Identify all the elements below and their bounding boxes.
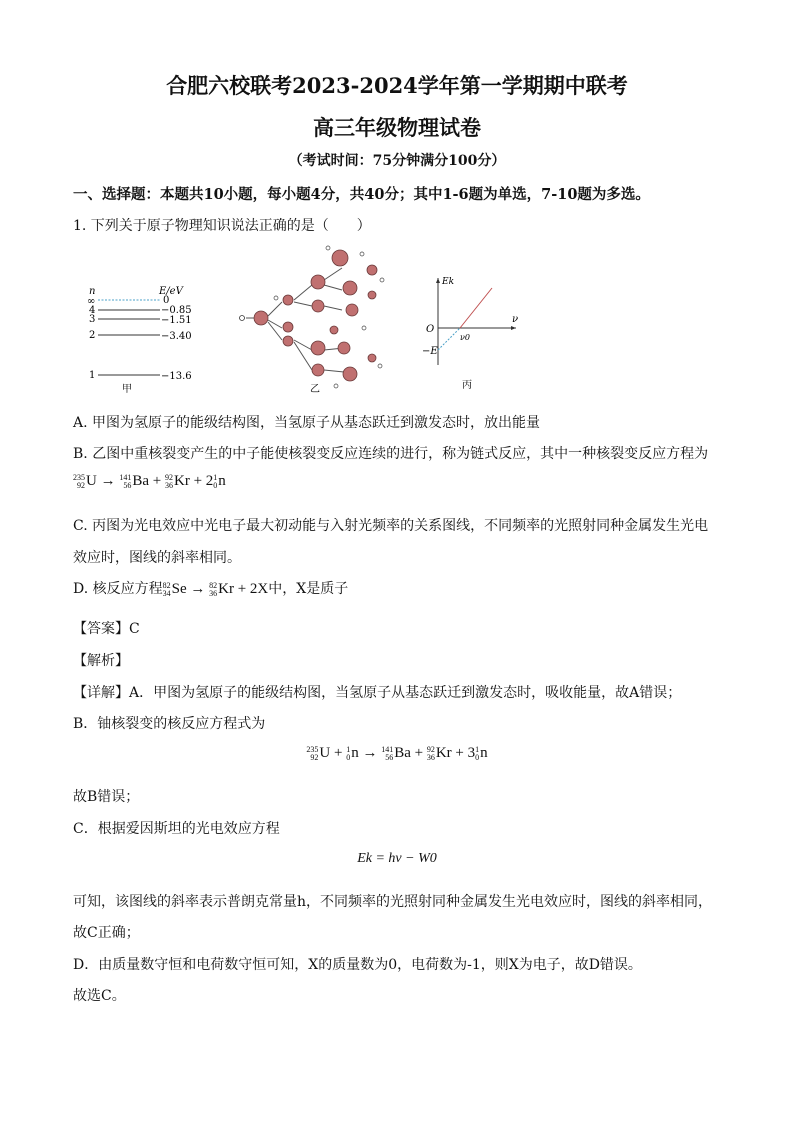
detail-c: C．根据爱因斯坦的光电效应方程 (73, 821, 280, 837)
origin-label: O (426, 324, 435, 335)
detail-a: 【详解】A．甲图为氢原子的能级结构图，当氢原子从基态跃迁到激发态时，吸收能量，故A错误； (73, 685, 682, 701)
option-a: A. 甲图为氢原子的能级结构图，当氢原子从基态跃迁到激发态时，放出能量 (73, 415, 541, 431)
level-e-1: −13.6 (161, 371, 192, 382)
option-c-line1: C. 丙图为光电效应中光电子最大初动能与入射光频率的关系图线，不同频率的光照射同种金属发生光电 (73, 518, 709, 534)
e-axis-label: E/eV (159, 286, 183, 297)
section-heading: 一、选择题：本题共10小题，每小题4分，共40分；其中1-6题为单选，7-10题为多选。 (73, 186, 650, 203)
answer-label: 【答案】C (73, 621, 140, 637)
c-explain-line1: 可知，该图线的斜率表示普朗克常量h，不同频率的光照射同种金属发生光电效应时，图线的斜率相同， (73, 894, 713, 910)
final-answer: 故选C。 (73, 988, 126, 1004)
level-e-3: −1.51 (161, 315, 192, 326)
exam-info: （考试时间：75分钟满分100分） (288, 153, 506, 169)
level-n-4: 4 (89, 305, 96, 316)
level-n-3: 3 (89, 314, 96, 325)
level-e-2: −3.40 (161, 331, 192, 342)
figure-label-yi: 乙 (310, 384, 320, 395)
ek-extension (438, 328, 460, 350)
option-b-equation: 235 92 U → 141 56 Ba + 92 36 Kr + 2 1 0 n (73, 472, 226, 490)
ek-line (460, 288, 492, 328)
energy-level-figure (85, 280, 200, 395)
level-n-2: 2 (89, 330, 96, 341)
exam-title: 合肥六校联考2023-2024学年第一学期期中联考 (166, 73, 628, 98)
nucleus (254, 311, 268, 325)
uranium-fission-equation: 235 92 U + 1 0 n → 141 56 Ba + 92 36 Kr + 3 1 0 n (306, 744, 488, 762)
detail-b: B．铀核裂变的核反应方程式为 (73, 716, 266, 732)
v0-label: ν0 (460, 333, 470, 342)
detail-d: D．由质量数守恒和电荷数守恒可知，X的质量数为0，电荷数为-1，则X为电子，故D错误。 (73, 957, 642, 973)
exam-subtitle: 高三年级物理试卷 (313, 115, 481, 140)
question-stem: 1. 下列关于原子物理知识说法正确的是（ ） (73, 218, 371, 234)
c-explain-line2: 故C正确； (73, 925, 140, 941)
y-axis-label: Ek (442, 277, 455, 287)
neg-e-label: −E (422, 346, 438, 357)
option-d: D. 核反应方程 82 34 Se → 82 36 Kr + 2X中，X是质子 (73, 580, 349, 598)
level-e-4: −0.85 (161, 305, 192, 316)
b-conclusion: 故B错误； (73, 789, 140, 805)
option-b: B. 乙图中重核裂变产生的中子能使核裂变反应连续的进行，称为链式反应，其中一种核裂变反应方程为 (73, 446, 709, 462)
option-c-line2: 效应时，图线的斜率相同。 (73, 550, 241, 566)
analysis-label: 【解析】 (73, 653, 129, 669)
level-n-inf: ∞ (87, 296, 96, 307)
n-axis-label: n (89, 286, 96, 297)
photoelectric-graph (420, 270, 525, 395)
level-e-inf: 0 (163, 295, 170, 306)
x-axis-label: ν (512, 314, 519, 325)
figure-label-bing: 丙 (462, 380, 472, 391)
figure-label-jia: 甲 (122, 384, 132, 395)
level-n-1: 1 (89, 370, 96, 381)
chain-reaction-figure (232, 240, 397, 395)
photoelectric-equation: Ek = hν − W0 (357, 851, 437, 866)
